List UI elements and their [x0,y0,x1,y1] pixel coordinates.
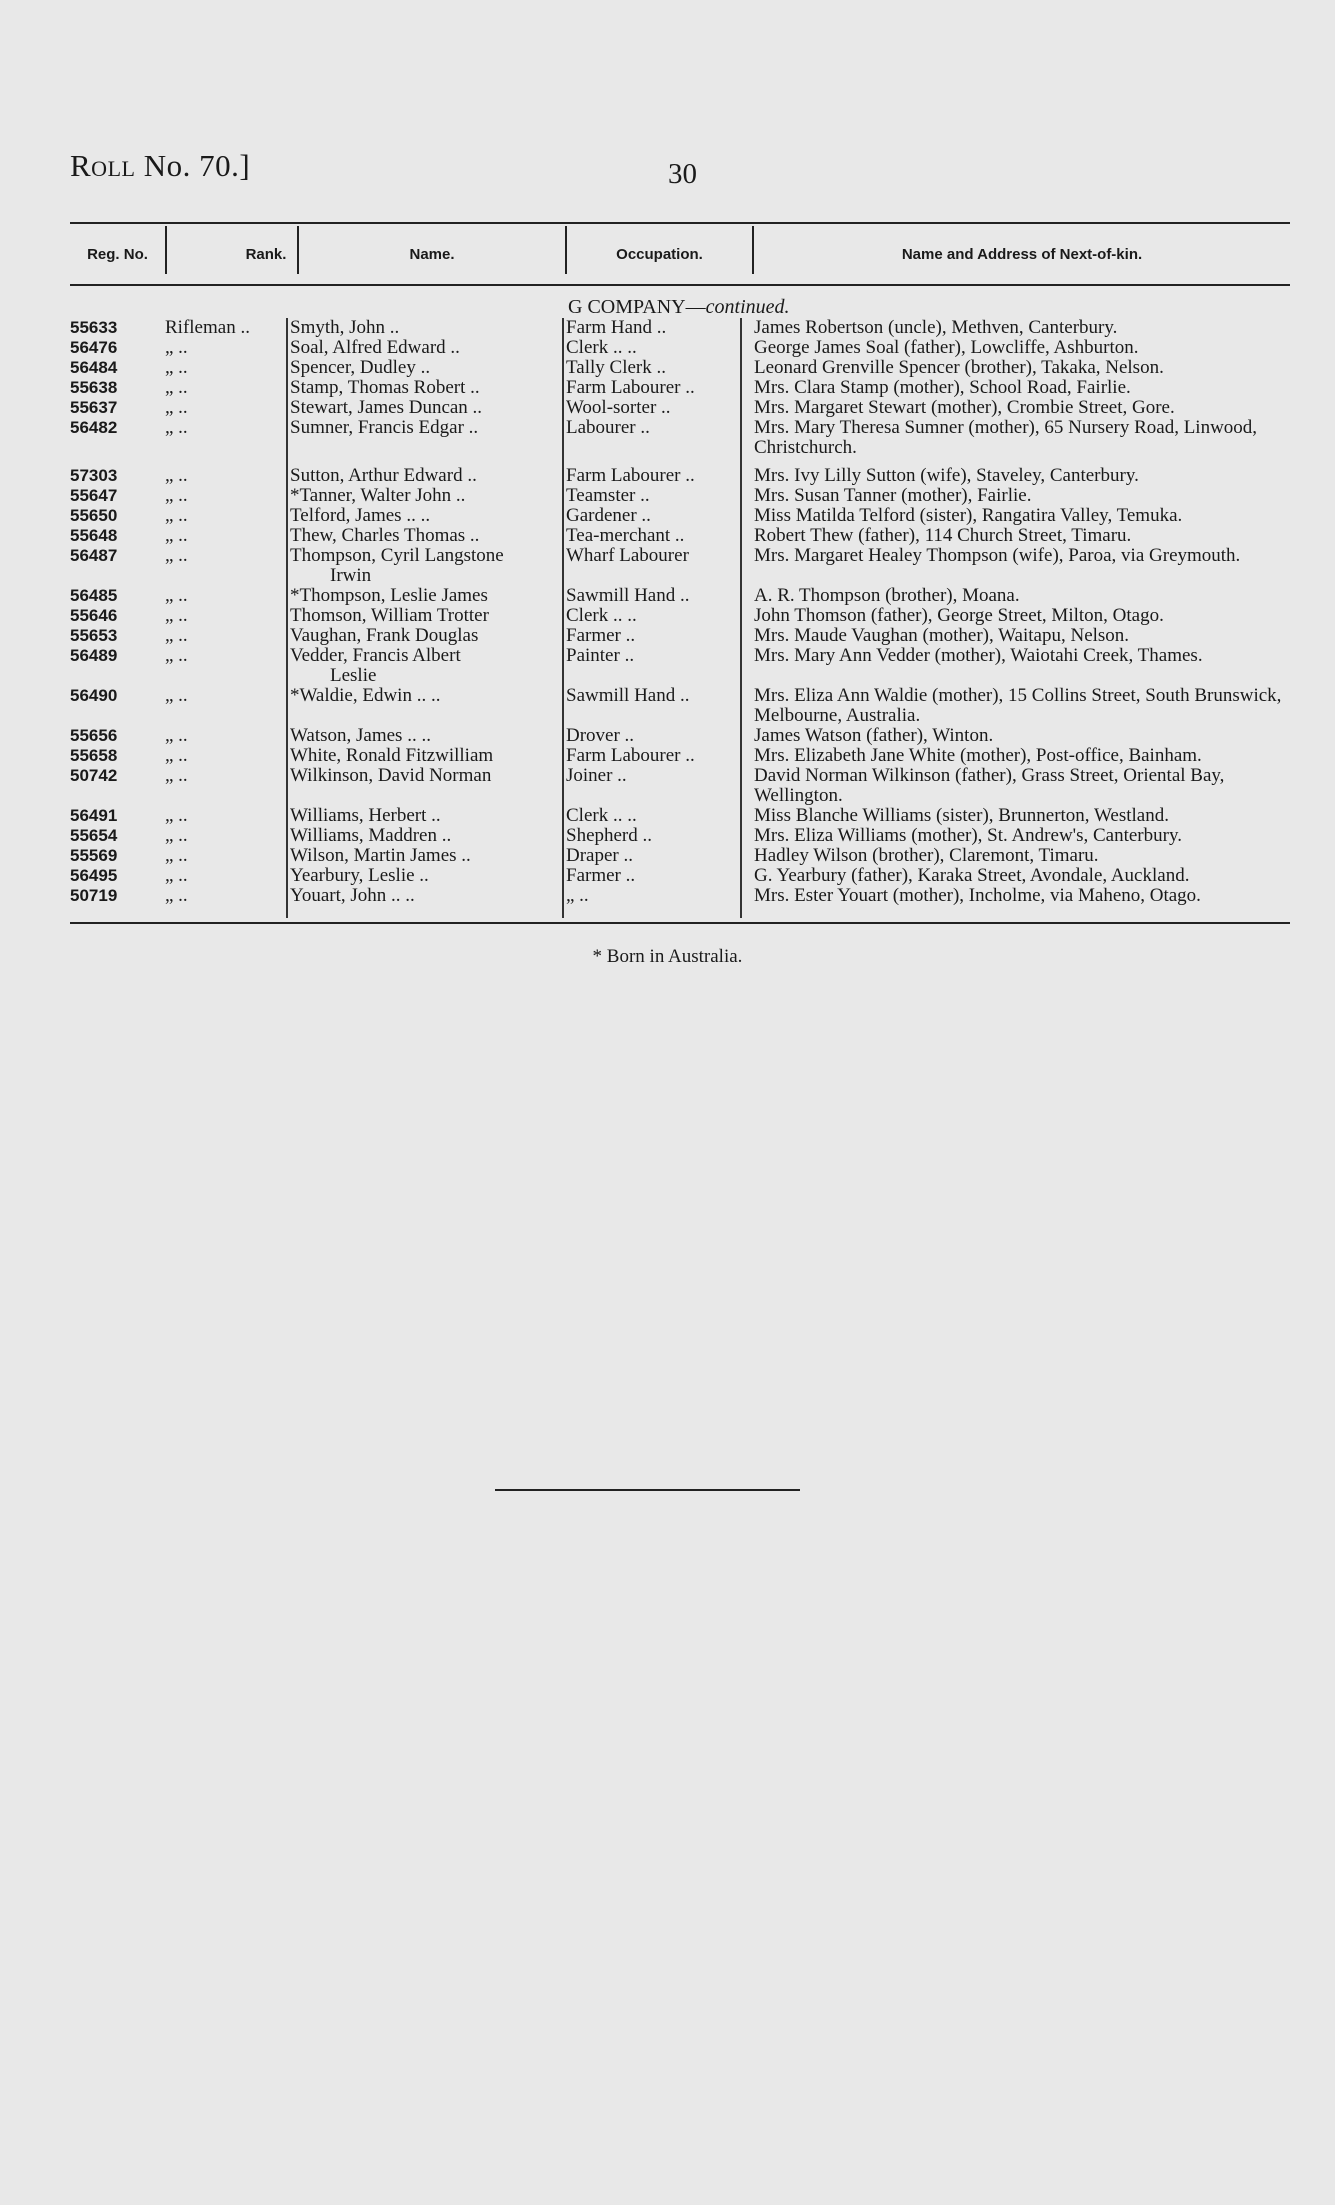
rank: „ .. [165,377,188,398]
name-line: Watson, James .. .. [290,725,431,746]
header-occupation: Occupation. [616,245,703,263]
name-line: Stewart, James Duncan .. [290,397,483,418]
occupation: Sawmill Hand .. [566,685,690,706]
roll-number: No. 70.] [143,148,251,183]
reg-number: 55658 [70,746,118,765]
rank: „ .. [165,645,188,666]
rank: „ .. [165,625,188,646]
name-line: Thomson, William Trotter [290,605,489,626]
next-of-kin: G. Yearbury (father), Karaka Street, Avondale, Auckland. [754,865,1190,886]
column-header-row [70,222,1290,286]
occupation: Teamster .. [566,485,650,506]
name-line: Youart, John .. .. [290,885,415,906]
occupation: Clerk .. .. [566,805,637,826]
rank: Rifleman .. [165,317,250,338]
reg-number: 56489 [70,646,118,665]
reg-number: 50719 [70,886,118,905]
rank: „ .. [165,805,188,826]
rank: „ .. [165,765,188,786]
name-line: Spencer, Dudley .. [290,357,431,378]
occupation: Farm Labourer .. [566,745,695,766]
footnote: * Born in Australia. [592,946,743,967]
next-of-kin: Mrs. Elizabeth Jane White (mother), Post-office, Bainham. [754,745,1202,766]
company-continued: continued. [705,296,790,318]
next-of-kin: A. R. Thompson (brother), Moana. [754,585,1020,606]
header-kin: Name and Address of Next-of-kin. [901,245,1143,263]
reg-number: 56482 [70,418,118,437]
name-line: Stamp, Thomas Robert .. [290,377,480,398]
next-of-kin: Robert Thew (father), 114 Church Street, Timaru. [754,525,1132,546]
reg-number: 55569 [70,846,118,865]
occupation: Shepherd .. [566,825,653,846]
reg-number: 55638 [70,378,118,397]
reg-number: 56491 [70,806,118,825]
reg-number: 56487 [70,546,118,565]
next-of-kin: David Norman Wilkinson (father), Grass Street, Oriental Bay, Wellington. [754,765,1225,806]
next-of-kin: James Watson (father), Winton. [754,725,994,746]
rank: „ .. [165,725,188,746]
next-of-kin: Mrs. Clara Stamp (mother), School Road, Fairlie. [754,377,1131,398]
reg-number: 55637 [70,398,118,417]
occupation: Labourer .. [566,417,650,438]
name-continuation: Leslie [330,665,377,686]
rank: „ .. [165,505,188,526]
occupation: Painter .. [566,645,635,666]
occupation: Farm Hand .. [566,317,667,338]
roll-title [70,148,250,184]
reg-number: 55647 [70,486,118,505]
reg-number: 55650 [70,506,118,525]
reg-number: 57303 [70,466,118,485]
header-name: Name. [409,245,455,263]
next-of-kin: Mrs. Ester Youart (mother), Incholme, via Maheno, Otago. [754,885,1201,906]
reg-number: 56476 [70,338,118,357]
name-line: Sutton, Arthur Edward .. [290,465,477,486]
occupation: „ .. [566,885,589,906]
reg-number: 56485 [70,586,118,605]
next-of-kin: Mrs. Eliza Williams (mother), St. Andrew's, Canterbury. [754,825,1182,846]
occupation: Wharf Labourer [566,545,689,566]
next-of-kin: Mrs. Mary Ann Vedder (mother), Waiotahi Creek, Thames. [754,645,1203,666]
rank: „ .. [165,685,188,706]
next-of-kin: Hadley Wilson (brother), Claremont, Timaru. [754,845,1099,866]
rank: „ .. [165,845,188,866]
page-number: 30 [668,158,697,190]
end-rule [495,1489,800,1491]
rank: „ .. [165,585,188,606]
rank: „ .. [165,357,188,378]
name-line: Wilson, Martin James .. [290,845,471,866]
next-of-kin: Miss Blanche Williams (sister), Brunnerton, Westland. [754,805,1169,826]
occupation: Wool-sorter .. [566,397,671,418]
rank: „ .. [165,525,188,546]
reg-number: 55633 [70,318,118,337]
occupation: Gardener .. [566,505,651,526]
next-of-kin: Mrs. Maude Vaughan (mother), Waitapu, Nelson. [754,625,1130,646]
occupation: Farm Labourer .. [566,377,695,398]
rank: „ .. [165,545,188,566]
name-line: Thew, Charles Thomas .. [290,525,480,546]
reg-number: 55646 [70,606,118,625]
name-line: Smyth, John .. [290,317,400,338]
reg-number: 56490 [70,686,118,705]
name-continuation: Irwin [330,565,372,586]
company-name: G COMPANY— [568,296,706,318]
next-of-kin: Mrs. Susan Tanner (mother), Fairlie. [754,485,1032,506]
company-heading [568,296,790,319]
rank: „ .. [165,337,188,358]
name-line: *Thompson, Leslie James [290,585,488,606]
name-line: Williams, Maddren .. [290,825,452,846]
next-of-kin: Mrs. Mary Theresa Sumner (mother), 65 Nursery Road, Linwood, Christchurch. [754,417,1258,458]
name-line: Telford, James .. .. [290,505,431,526]
occupation: Tea-merchant .. [566,525,685,546]
table-bottom-rule [70,922,1290,924]
rank: „ .. [165,465,188,486]
rank: „ .. [165,885,188,906]
reg-number: 50742 [70,766,118,785]
next-of-kin: Mrs. Ivy Lilly Sutton (wife), Staveley, Canterbury. [754,465,1139,486]
next-of-kin: James Robertson (uncle), Methven, Canterbury. [754,317,1118,338]
name-line: Vedder, Francis Albert [290,645,461,666]
occupation: Draper .. [566,845,633,866]
occupation: Farm Labourer .. [566,465,695,486]
next-of-kin: Mrs. Margaret Stewart (mother), Crombie Street, Gore. [754,397,1175,418]
rank: „ .. [165,397,188,418]
rank: „ .. [165,605,188,626]
rank: „ .. [165,745,188,766]
name-line: Soal, Alfred Edward .. [290,337,460,358]
rank: „ .. [165,825,188,846]
name-line: Wilkinson, David Norman [290,765,492,786]
reg-number: 56495 [70,866,118,885]
rank: „ .. [165,417,188,438]
occupation: Farmer .. [566,625,636,646]
roll-table [70,318,1290,922]
occupation: Joiner .. [566,765,627,786]
occupation: Drover .. [566,725,635,746]
name-line: Williams, Herbert .. [290,805,441,826]
reg-number: 55648 [70,526,118,545]
reg-number: 56484 [70,358,118,377]
rank: „ .. [165,485,188,506]
occupation: Farmer .. [566,865,636,886]
next-of-kin: Mrs. Eliza Ann Waldie (mother), 15 Collins Street, South Brunswick, Melbourne, Australia. [754,685,1282,726]
name-line: *Tanner, Walter John .. [290,485,466,506]
occupation: Clerk .. .. [566,337,637,358]
header-reg: Reg. No. [87,245,148,263]
name-line: Yearbury, Leslie .. [290,865,429,886]
name-line: Sumner, Francis Edgar .. [290,417,479,438]
name-line: *Waldie, Edwin .. .. [290,685,441,706]
next-of-kin: Miss Matilda Telford (sister), Rangatira Valley, Temuka. [754,505,1183,526]
occupation: Clerk .. .. [566,605,637,626]
next-of-kin: Leonard Grenville Spencer (brother), Takaka, Nelson. [754,357,1164,378]
reg-number: 55656 [70,726,118,745]
name-line: Thompson, Cyril Langstone [290,545,504,566]
name-line: White, Ronald Fitzwilliam [290,745,494,766]
next-of-kin: Mrs. Margaret Healey Thompson (wife), Paroa, via Greymouth. [754,545,1241,566]
rank: „ .. [165,865,188,886]
occupation: Tally Clerk .. [566,357,666,378]
next-of-kin: John Thomson (father), George Street, Milton, Otago. [754,605,1164,626]
header-rank: Rank. [245,245,287,263]
name-line: Vaughan, Frank Douglas [290,625,479,646]
occupation: Sawmill Hand .. [566,585,690,606]
next-of-kin: George James Soal (father), Lowcliffe, Ashburton. [754,337,1139,358]
roll-label: Roll [70,148,136,183]
reg-number: 55653 [70,626,118,645]
reg-number: 55654 [70,826,118,845]
